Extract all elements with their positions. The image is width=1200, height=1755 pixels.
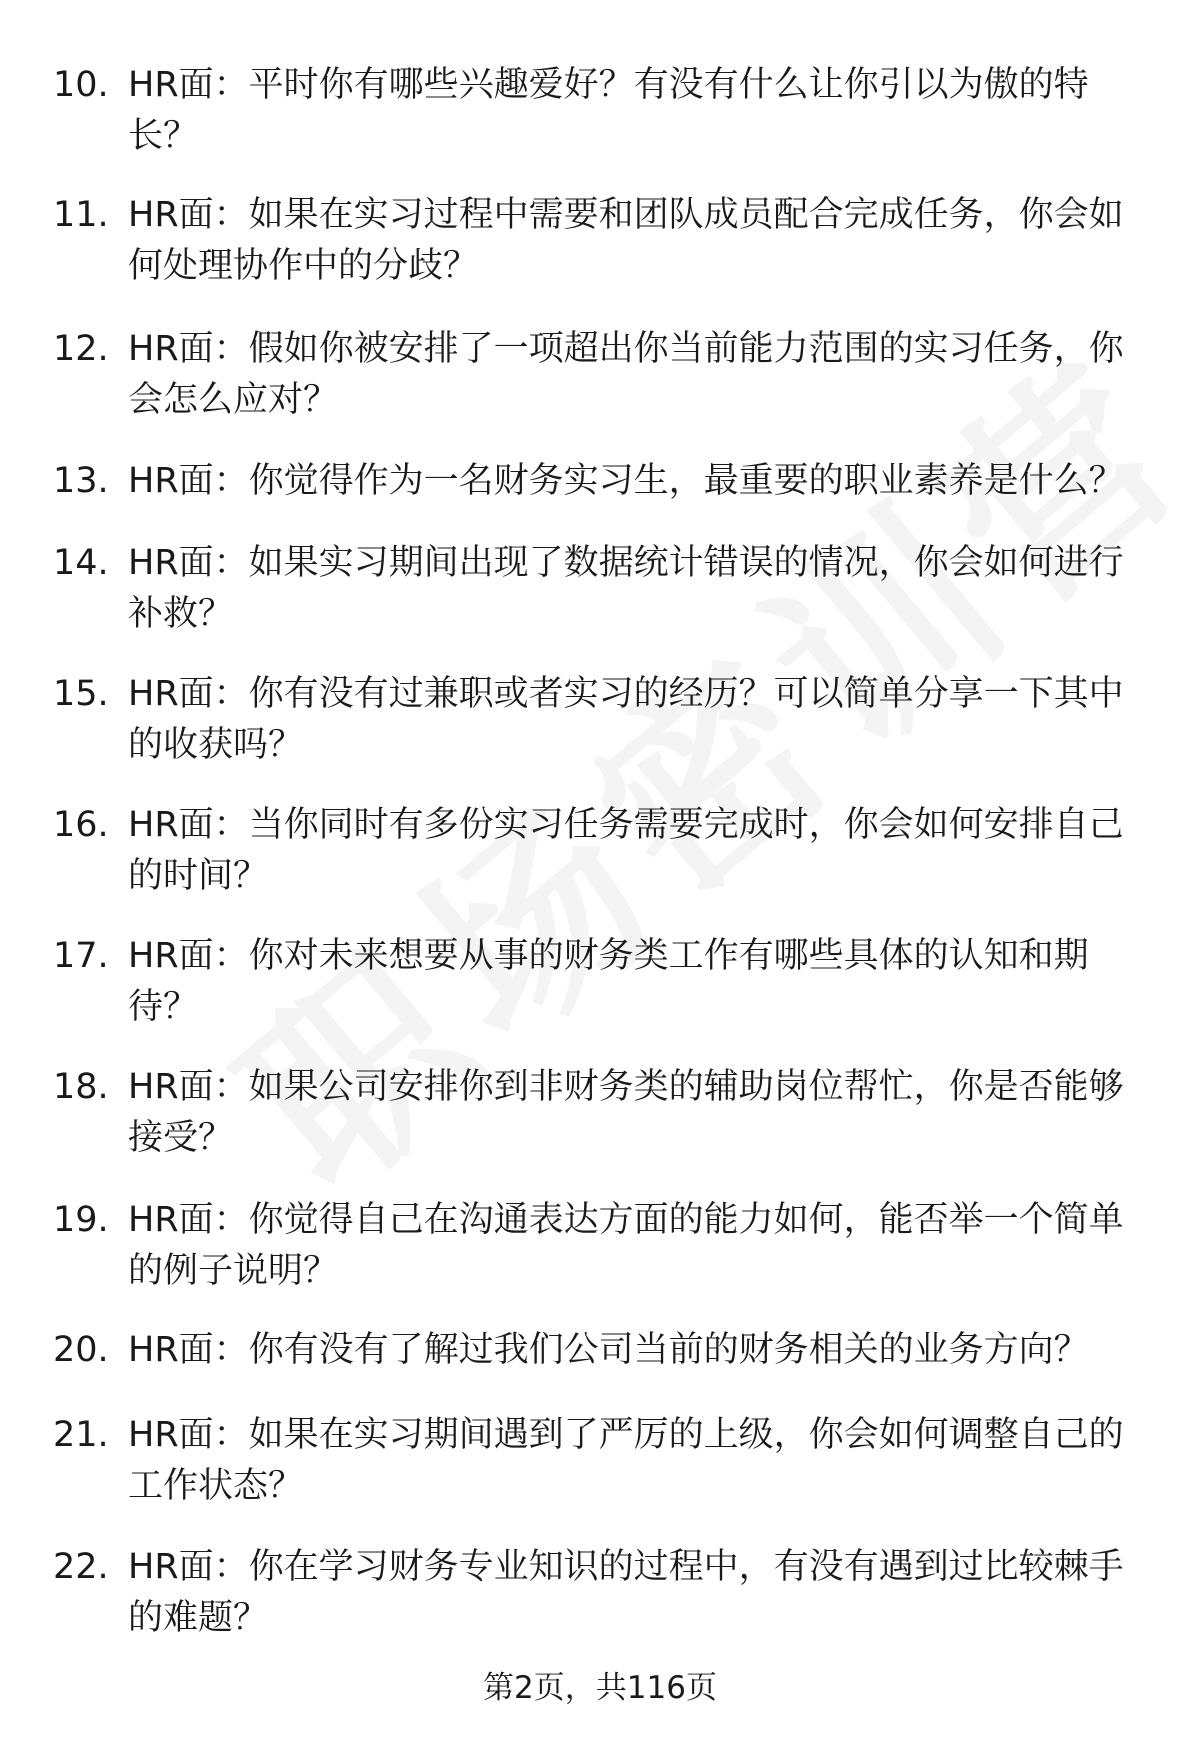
question-line: HR面：你有没有过兼职或者实习的经历？可以简单分享一下其中 <box>128 674 1124 714</box>
question-text <box>128 931 1153 1033</box>
question-line: 的例子说明？ <box>128 1251 339 1291</box>
question-number: 18. <box>53 1067 109 1107</box>
question-number: 16. <box>53 805 109 845</box>
question-number: 19. <box>53 1200 109 1240</box>
question-line: 何处理协作中的分歧？ <box>128 246 479 286</box>
question-number: 10. <box>53 65 109 105</box>
question-line: HR面：假如你被安排了一项超出你当前能力范围的实习任务，你 <box>128 329 1124 369</box>
question-line: 工作状态？ <box>128 1466 304 1506</box>
question-number: 12. <box>53 329 109 369</box>
question-line: HR面：如果公司安排你到非财务类的辅助岗位帮忙，你是否能够 <box>128 1067 1124 1107</box>
question-text <box>128 1410 1153 1512</box>
question-line: 长？ <box>128 116 199 156</box>
question-text <box>128 669 1153 771</box>
question-line: HR面：你觉得作为一名财务实习生，最重要的职业素养是什么？ <box>128 461 1124 501</box>
page-footer: 第2页，共116页 <box>483 1670 717 1706</box>
question-number: 17. <box>53 936 109 976</box>
question-text <box>128 1542 1153 1644</box>
question-number: 15. <box>53 674 109 714</box>
question-line: HR面：你有没有了解过我们公司当前的财务相关的业务方向？ <box>128 1330 1089 1370</box>
question-text <box>128 1195 1153 1297</box>
question-text <box>128 1325 1153 1376</box>
question-number: 22. <box>53 1547 109 1587</box>
question-line: HR面：如果在实习过程中需要和团队成员配合完成任务，你会如 <box>128 195 1124 235</box>
question-text <box>128 190 1153 292</box>
question-line: 接受？ <box>128 1118 234 1158</box>
question-number: 14. <box>53 543 109 583</box>
question-number: 21. <box>53 1415 109 1455</box>
question-line: HR面：你对未来想要从事的财务类工作有哪些具体的认知和期 <box>128 936 1089 976</box>
question-line: 补救？ <box>128 594 234 634</box>
question-text <box>128 324 1153 426</box>
question-line: 的难题？ <box>128 1598 269 1638</box>
question-text <box>128 538 1153 640</box>
question-number: 11. <box>53 195 109 235</box>
question-line: 的时间？ <box>128 856 269 896</box>
question-line: HR面：如果在实习期间遇到了严厉的上级，你会如何调整自己的 <box>128 1415 1124 1455</box>
question-line: 会怎么应对？ <box>128 380 339 420</box>
question-number: 20. <box>53 1330 109 1370</box>
question-line: HR面：如果实习期间出现了数据统计错误的情况，你会如何进行 <box>128 543 1124 583</box>
question-line: HR面：你觉得自己在沟通表达方面的能力如何，能否举一个简单 <box>128 1200 1124 1240</box>
question-line: HR面：平时你有哪些兴趣爱好？有没有什么让你引以为傲的特 <box>128 65 1089 105</box>
question-line: HR面：你在学习财务专业知识的过程中，有没有遇到过比较棘手 <box>128 1547 1124 1587</box>
question-text <box>128 60 1153 162</box>
question-line: 待？ <box>128 987 199 1027</box>
question-text <box>128 456 1153 507</box>
question-text <box>128 800 1153 902</box>
question-line: HR面：当你同时有多份实习任务需要完成时，你会如何安排自己 <box>128 805 1124 845</box>
question-text <box>128 1062 1153 1164</box>
question-line: 的收获吗？ <box>128 725 304 765</box>
question-number: 13. <box>53 461 109 501</box>
